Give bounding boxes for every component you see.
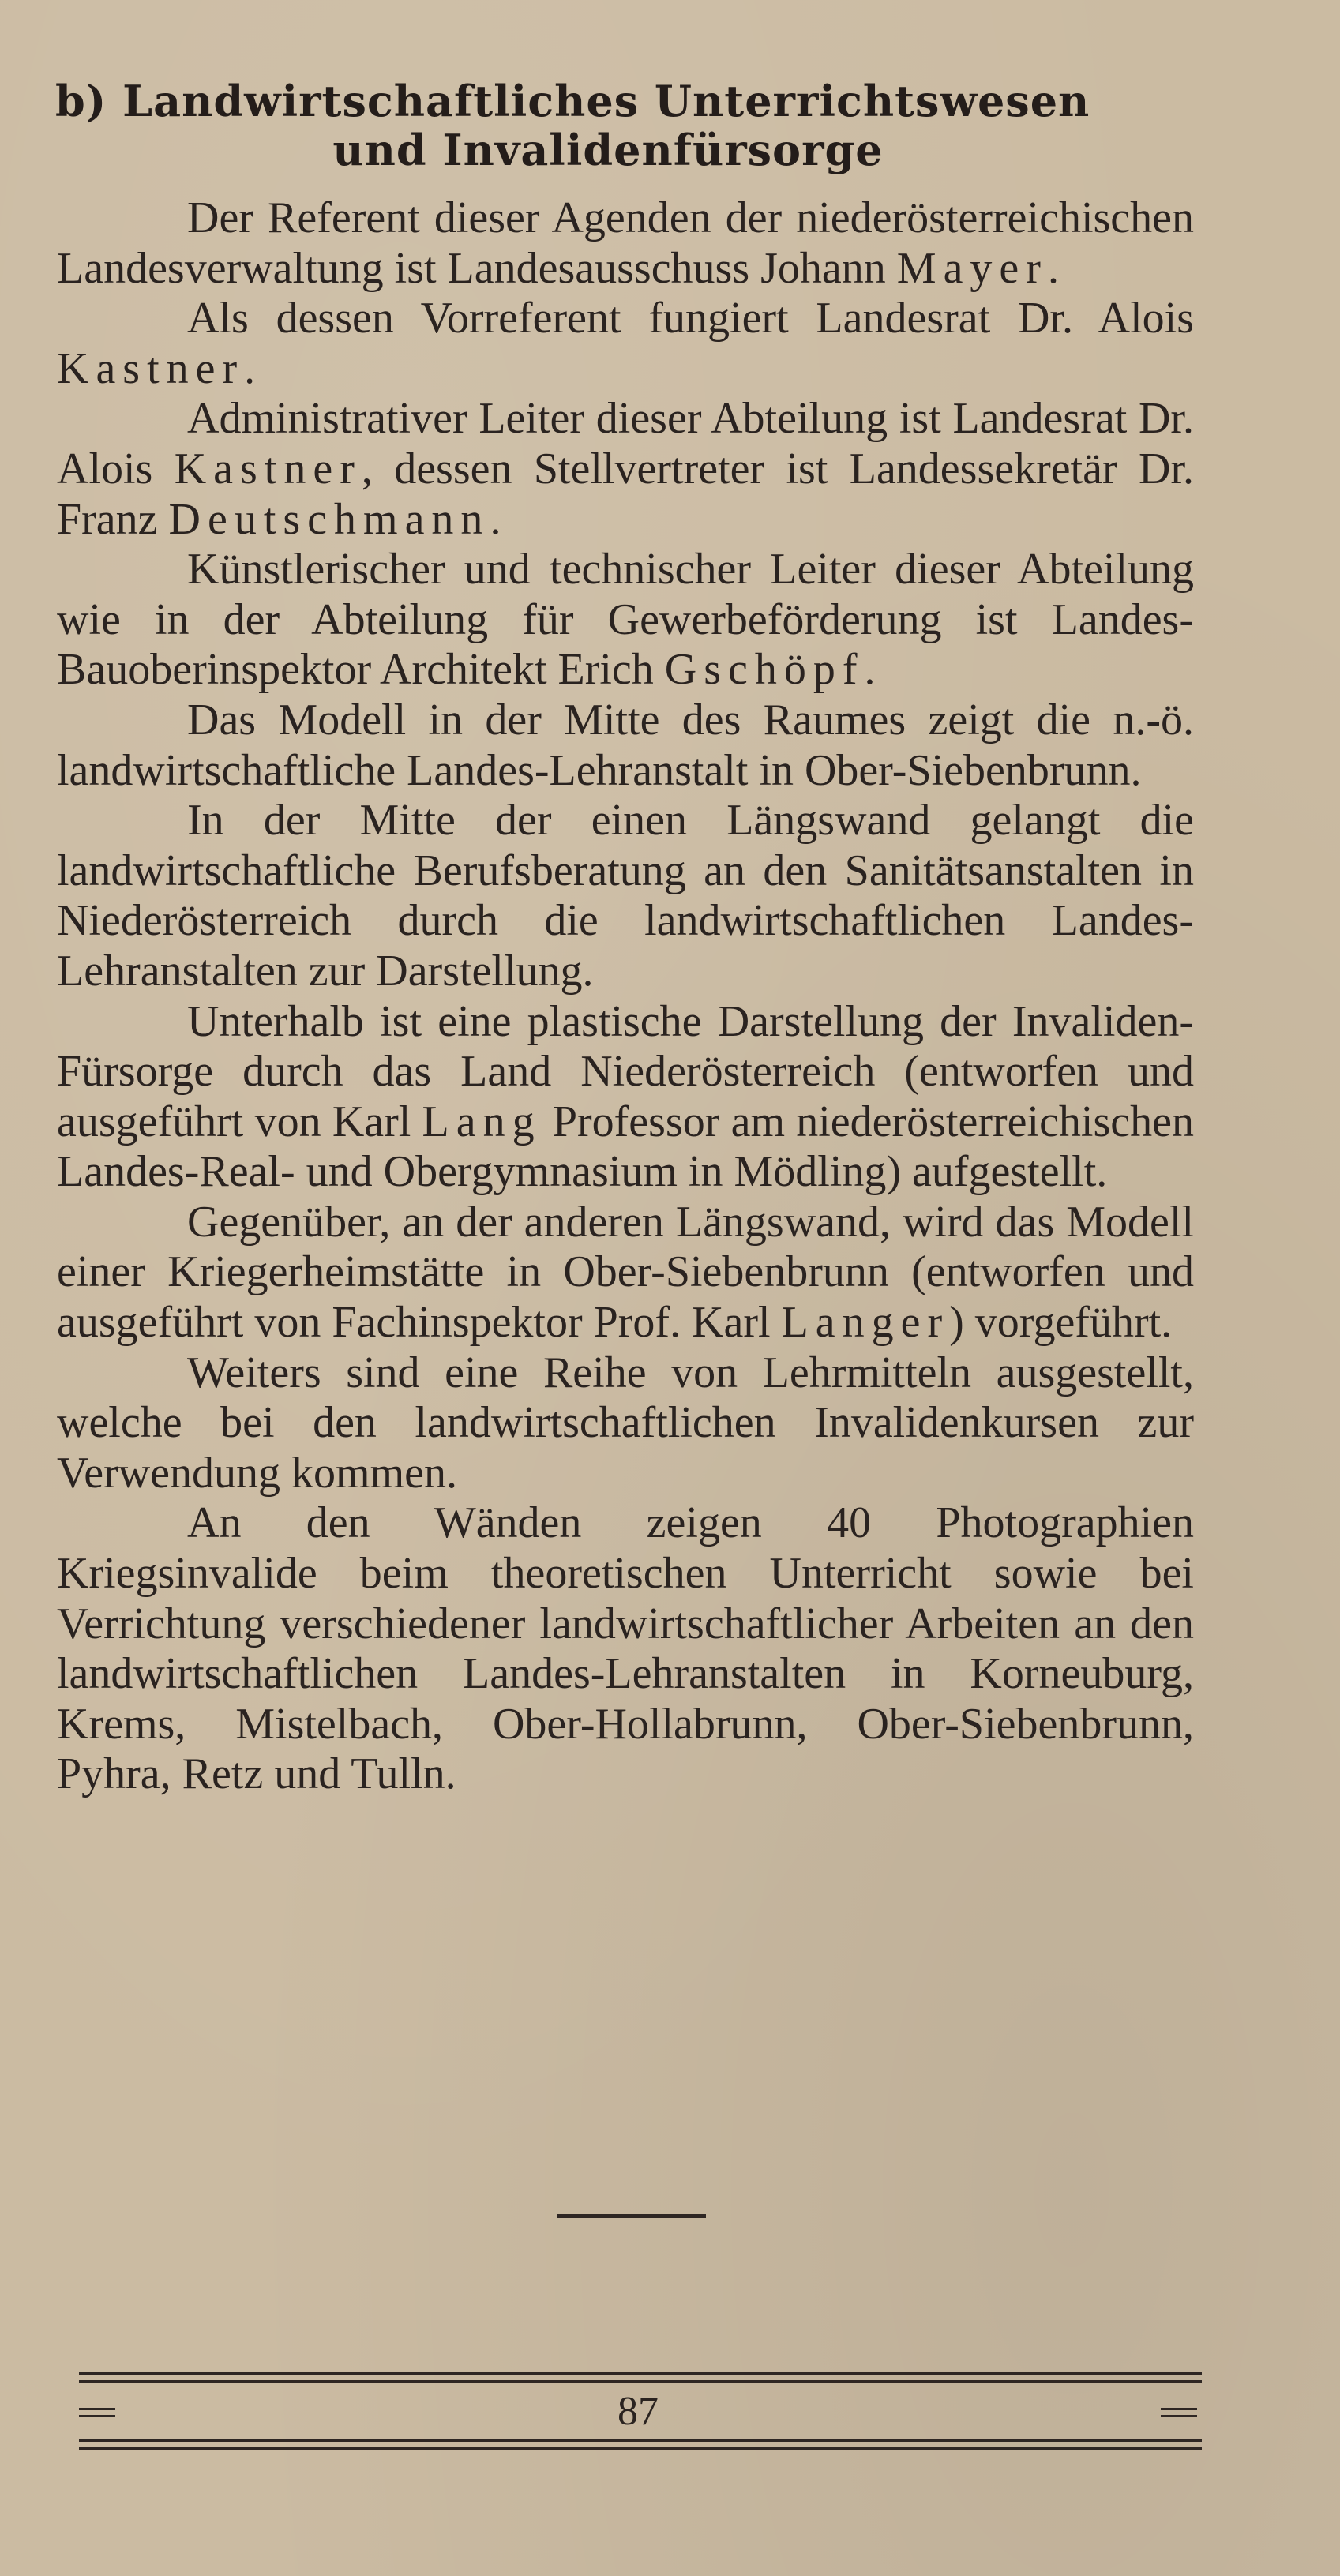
footer-mark-right bbox=[1161, 2408, 1197, 2417]
spaced-name: Kastner bbox=[57, 343, 245, 393]
section-heading-line-1: b) Landwirtschaftliches Unterrichtswesen bbox=[55, 76, 1090, 126]
spaced-name: Lang bbox=[422, 1097, 542, 1146]
paragraph-berufsberatung: In der Mitte der einen Längswand gelangt die landwirtschaftliche Berufsberatung an den Sanitätsanstalten in Niederösterreich durch die landwirtschaftlichen Landes-Lehranstalten zur Darstellung. bbox=[57, 796, 1194, 996]
page-number: 87 bbox=[617, 2389, 659, 2434]
paragraph-kriegerheimstaette: Gegenüber, an der anderen Längswand, wird das Modell einer Kriegerheimstätte in Ober-Siebenbrunn (entworfen und ausgeführt von Fachinspektor Prof. Karl Langer) vorgeführt. bbox=[57, 1197, 1194, 1348]
paragraph-lehrmittel: Weiters sind eine Reihe von Lehrmitteln ausgestellt, welche bei den landwirtschaftlichen Invalidenkursen zur Verwendung kommen. bbox=[57, 1348, 1194, 1498]
paragraph-artistic-leader: Künstlerischer und technischer Leiter dieser Abteilung wie in der Abteilung für Gewerbeförderung ist Landes-Bauoberinspektor Architekt Erich Gschöpf. bbox=[57, 545, 1194, 695]
paragraph-photographien: An den Wänden zeigen 40 Photographien Kriegsinvalide beim theoretischen Unterricht sowie bei Verrichtung verschiedener landwirtschaftlicher Arbeiten an den landwirtschaftlichen Landes-Lehranstalten in Korneuburg, Krems, Mistelbach, Ober-Hollabrunn, Ober-Siebenbrunn, Pyhra, Retz und Tulln. bbox=[57, 1498, 1194, 1799]
paragraph-administrative-leader: Administrativer Leiter dieser Abteilung ist Landesrat Dr. Alois Kastner, dessen Stellvertreter ist Landessekretär Dr. Franz Deutschmann. bbox=[57, 394, 1195, 544]
section-heading-line-2: und Invalidenfürsorge bbox=[332, 125, 884, 175]
footer-rule-top bbox=[79, 2372, 1202, 2383]
paragraph-invaliden-fuersorge: Unterhalb ist eine plastische Darstellung der Invaliden-Fürsorge durch das Land Niederösterreich (entworfen und ausgeführt von Karl Lang Professor am niederösterreichischen Landes-Real- und Obergymnasium in Mödling) aufgestellt. bbox=[57, 996, 1194, 1197]
section-end-rule bbox=[557, 2214, 706, 2218]
spaced-name: Kastner bbox=[174, 444, 362, 493]
spaced-name: Deutschmann bbox=[168, 494, 490, 544]
spaced-name: Gschöpf bbox=[664, 645, 865, 695]
paragraph-model-center: Das Modell in der Mitte des Raumes zeigt die n.-ö. landwirtschaftliche Landes-Lehranstalt in Ober-Siebenbrunn. bbox=[57, 695, 1194, 795]
paragraph-referent: Der Referent dieser Agenden der niederösterreichischen Landesverwaltung ist Landesausschuss Johann Mayer. bbox=[57, 193, 1194, 293]
body-text bbox=[57, 193, 1194, 1800]
spaced-name: Langer bbox=[781, 1298, 950, 1348]
footer-mark-left bbox=[79, 2408, 115, 2417]
spaced-name: Mayer bbox=[896, 243, 1048, 293]
paragraph-vorreferent: Als dessen Vorreferent fungiert Landesrat Dr. Alois Kastner. bbox=[57, 294, 1194, 393]
footer-rule-bottom bbox=[79, 2439, 1202, 2450]
